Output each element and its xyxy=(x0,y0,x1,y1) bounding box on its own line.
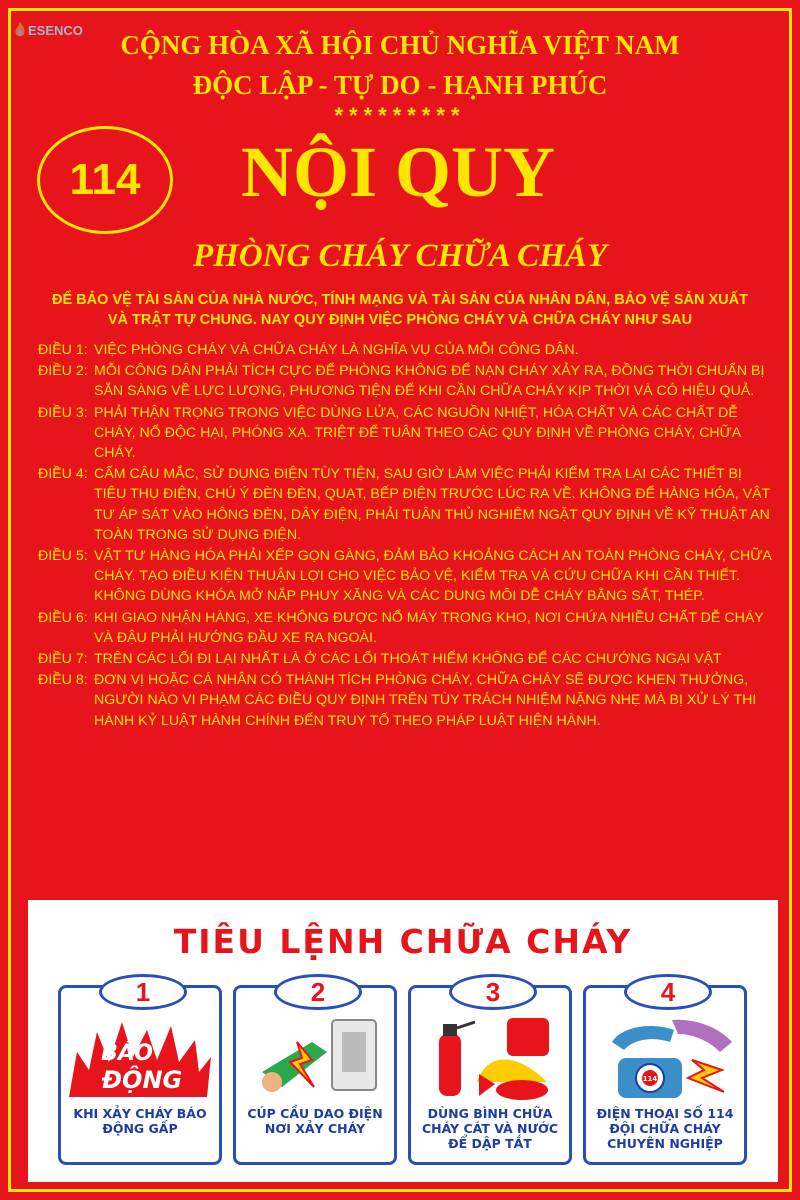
article-label: ĐIỀU 4: xyxy=(38,466,88,483)
alarm-word-1: BÁO xyxy=(101,1041,153,1066)
step-number: 4 xyxy=(624,974,712,1010)
extinguisher-icon xyxy=(417,1012,563,1102)
intro-text: ĐỂ BẢO VỆ TÀI SẢN CỦA NHÀ NƯỚC, TÍNH MẠNG VÀ TÀI SẢN CỦA NHÂN DÂN, BẢO VỆ SẢN XUẤT VÀ TRẬT TỰ CHUNG. NAY QUY ĐỊNH VIỆC PHÒNG CHÁY VÀ CHỮA CHÁY NHƯ SAU xyxy=(52,292,748,328)
step-caption: DÙNG BÌNH CHỮA CHÁY CÁT VÀ NƯỚC ĐỂ DẬP TẮT xyxy=(421,1106,559,1151)
step-panel-call-114 xyxy=(583,977,747,1165)
article-item xyxy=(38,340,774,360)
article-item xyxy=(38,649,774,669)
article-label: ĐIỀU 6: xyxy=(38,609,88,626)
article-item xyxy=(38,403,774,464)
hotline-badge xyxy=(37,126,173,234)
article-item xyxy=(38,464,774,545)
article-label: ĐIỀU 5: xyxy=(38,548,88,565)
hotline-number: 114 xyxy=(69,155,141,204)
national-motto: ĐỘC LẬP - TỰ DO - HẠNH PHÚC xyxy=(192,70,608,100)
article-item xyxy=(38,608,774,648)
power-switch-icon xyxy=(242,1012,388,1102)
article-label: ĐIỀU 8: xyxy=(38,672,88,689)
step-caption: CÚP CẦU DAO ĐIỆN NƠI XẢY CHÁY xyxy=(247,1106,383,1136)
article-text: VIỆC PHÒNG CHÁY VÀ CHỮA CHÁY LÀ NGHĨA VỤ CỦA MỖI CÔNG DÂN. xyxy=(94,342,579,358)
step-number: 2 xyxy=(274,974,362,1010)
national-title: CỘNG HÒA XÃ HỘI CHỦ NGHĨA VIỆT NAM xyxy=(120,30,680,60)
telephone-icon xyxy=(592,1012,738,1102)
step-caption: KHI XẢY CHÁY BÁO ĐỘNG GẤP xyxy=(73,1106,207,1136)
dial-number: 114 xyxy=(642,1075,658,1083)
page-subtitle: PHÒNG CHÁY CHỮA CHÁY xyxy=(193,238,607,274)
article-item xyxy=(38,546,774,607)
logo-text: ESENCO xyxy=(28,22,83,38)
fire-command-title: TIÊU LỆNH CHỮA CHÁY xyxy=(173,922,633,961)
article-text: MỖI CÔNG DÂN PHẢI TÍCH CỰC ĐỂ PHÒNG KHÔNG ĐỂ NẠN CHÁY XẢY RA, ĐỒNG THỜI CHUẨN BỊ SẴN SÀNG VỀ LỰC LƯỢNG, PHƯƠNG TIỆN ĐỂ KHI CẦN CHỮA CHÁY KỊP THỜI VÀ CÓ HIỆU QUẢ. xyxy=(94,363,765,400)
article-text: TRÊN CÁC LỐI ĐI LẠI NHẤT LÀ Ở CÁC LỐI THOÁT HIỂM KHÔNG ĐỂ CÁC CHƯỚNG NGẠI VẬT xyxy=(94,651,722,668)
article-text: KHI GIAO NHẬN HÀNG, XE KHÔNG ĐƯỢC NỔ MÁY TRONG KHO, NƠI CHỨA NHIỀU CHẤT DỄ CHÁY VÀ ĐẬU PHẢI HƯỚNG ĐẦU XE RA NGOÀI. xyxy=(94,609,764,646)
step-number: 3 xyxy=(449,974,537,1010)
article-text: CẤM CÂU MẮC, SỬ DỤNG ĐIỆN TÙY TIỆN, SAU GIỜ LÀM VIỆC PHẢI KIỂM TRA LẠI CÁC THIẾT BỊ TIÊU THỤ ĐIỆN, CHÚ Ý ĐÈN ĐÈN, QUẠT, BẾP ĐIỆN TRƯỚC LÚC RA VỀ. KHÔNG ĐỂ HÀNG HÓA, VẬT TƯ ÁP SÁT VÀO HÔNG ĐÈN, DÂY ĐIỆN, PHẢI TUÂN THỦ NGHIÊM NGẶT QUY ĐỊNH VỀ KỸ THUẬT AN TOÀN TRONG SỬ DỤNG ĐIỆN. xyxy=(94,466,770,543)
article-item xyxy=(38,361,774,401)
step-caption: ĐIỆN THOẠI SỐ 114 ĐỘI CHỮA CHÁY CHUYÊN NGHIỆP xyxy=(596,1106,734,1151)
article-label: ĐIỀU 1: xyxy=(38,342,88,358)
step-panel-extinguisher xyxy=(408,977,572,1165)
article-label: ĐIỀU 7: xyxy=(38,651,88,668)
article-text: PHẢI THẬN TRỌNG TRONG VIỆC DÙNG LỬA, CÁC NGUỒN NHIỆT, HÓA CHẤT VÀ CÁC CHẤT DỄ CHÁY, NỔ ĐỘC HẠI, PHÓNG XẠ. TRIỆT ĐỂ TUÂN THEO CÁC QUY ĐỊNH VỀ PHÒNG CHÁY, CHỮA CHÁY. xyxy=(94,404,741,462)
step-number: 1 xyxy=(99,974,187,1010)
stars-divider: ********* xyxy=(334,103,466,128)
page-title: NỘI QUY xyxy=(240,132,555,212)
article-label: ĐIỀU 3: xyxy=(38,404,88,421)
fire-command-section xyxy=(28,900,778,1182)
alarm-word-2: ĐỘNG xyxy=(101,1066,183,1094)
article-label: ĐIỀU 2: xyxy=(38,363,88,380)
step-panel-power-cut xyxy=(233,977,397,1165)
article-item xyxy=(38,670,774,731)
alarm-fire-icon xyxy=(67,1012,213,1102)
step-panel-alarm xyxy=(58,977,222,1165)
articles-list xyxy=(38,340,774,732)
article-text: VẬT TƯ HÀNG HÓA PHẢI XẾP GỌN GÀNG, ĐẢM BẢO KHOẢNG CÁCH AN TOÀN PHÒNG CHÁY, CHỮA CHÁY. TẠO ĐIỀU KIỆN THUẬN LỢI CHO VIỆC BẢO VỆ, KIỂM TRA VÀ CỨU CHỮA KHI CẦN THIẾT. KHÔNG DÙNG KHÓA MỞ NẮP PHUY XĂNG VÀ CÁC DUNG MÔI DỄ CHÁY BẰNG SẮT, THÉP. xyxy=(94,548,772,605)
article-text: ĐƠN VỊ HOẶC CÁ NHÂN CÓ THÀNH TÍCH PHÒNG CHÁY, CHỮA CHÁY SẼ ĐƯỢC KHEN THƯỞNG, NGƯỜI NÀO VI PHẠM CÁC ĐIỀU QUY ĐỊNH TRÊN TÙY TRÁCH NHIỆM NẶNG NHẸ MÀ BỊ XỬ LÝ THI HÀNH KỶ LUẬT HÀNH CHÍNH ĐẾN TRUY TỐ THEO PHÁP LUẬT HIỆN HÀNH. xyxy=(94,672,757,729)
